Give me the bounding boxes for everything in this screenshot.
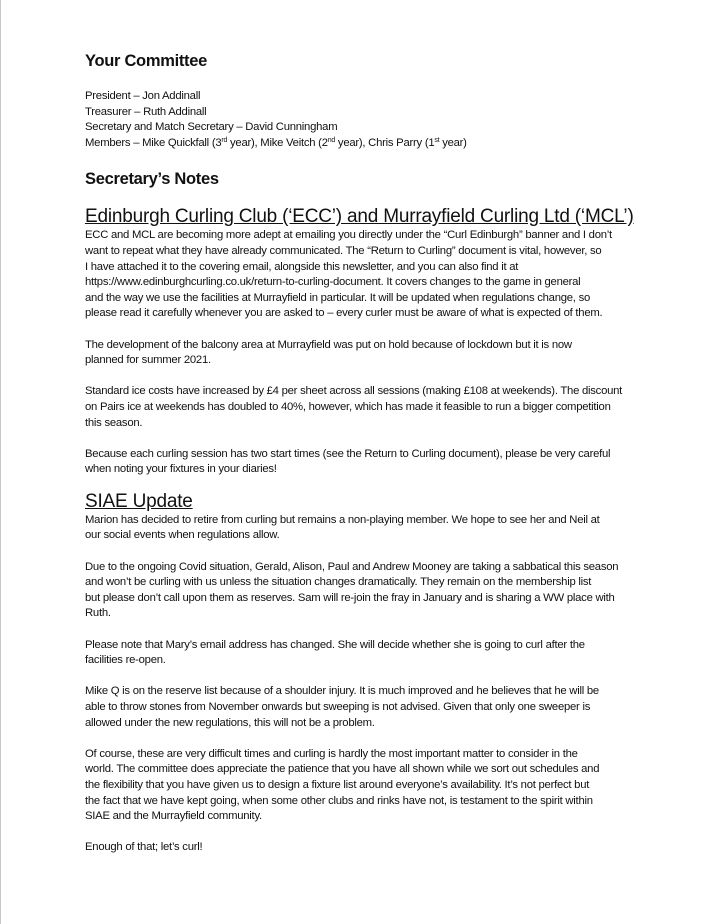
members-text: year), Mike Veitch (2 (227, 136, 328, 149)
siae-paragraph-1 (85, 513, 665, 544)
siae-paragraph-4 (85, 684, 665, 731)
text-line: I have attached it to the covering email, alongside this newsletter, and you can also find it at (85, 260, 519, 273)
siae-paragraph-3 (85, 638, 665, 669)
text-line: Enough of that; let’s curl! (85, 841, 203, 854)
ecc-paragraph-3 (85, 384, 665, 431)
text-line: and the way we use the facilities at Murrayfield in particular. It will be updated when regulations change, so (85, 291, 591, 304)
text-line: Because each curling session has two start times (see the Return to Curling document), please be very careful (85, 447, 611, 460)
text-line: want to repeat what they have already communicated. The “Return to Curling” document is vital, however, so (85, 244, 602, 257)
text-line: on Pairs ice at weekends has doubled to 40%, however, which has made it feasible to run a bigger competition (85, 400, 611, 413)
page-content (85, 50, 665, 856)
text-line: but please don’t call upon them as reserves. Sam will re-join the fray in January and is sharing a WW place with (85, 591, 615, 604)
text-line: Standard ice costs have increased by £4 per sheet across all sessions (making £108 at weekends). The discount (85, 385, 623, 398)
text-line: the fact that we have kept going, when some other clubs and rinks have not, is testament to the spirit within (85, 794, 593, 807)
text-line: Please note that Mary’s email address has changed. She will decide whether she is going to curl after the (85, 638, 585, 651)
siae-paragraph-5 (85, 747, 665, 825)
text-line: facilities re-open. (85, 654, 166, 667)
text-line: ECC and MCL are becoming more adept at emailing you directly under the “Curl Edinburgh” banner and I don’t (85, 229, 612, 242)
text-line: and won’t be curling with us unless the situation changes dramatically. They remain on the membership list (85, 576, 592, 589)
ordinal-superscript: rd (221, 136, 228, 144)
text-line: Marion has decided to retire from curling but remains a non-playing member. We hope to see her and Neil at (85, 513, 600, 526)
text-line: this season. (85, 416, 143, 429)
text-line: Mike Q is on the reserve list because of a shoulder injury. It is much improved and he believes that he will be (85, 685, 599, 698)
ecc-paragraph-2 (85, 338, 665, 369)
text-line: Due to the ongoing Covid situation, Gerald, Alison, Paul and Andrew Mooney are taking a sabbatical this season (85, 560, 619, 573)
text-line: please read it carefully whenever you are asked to – every curler must be aware of what is expected of them. (85, 307, 603, 320)
text-line: SIAE and the Murrayfield community. (85, 810, 262, 823)
text-line: allowed under the new regulations, this will not be a problem. (85, 716, 375, 729)
text-line: world. The committee does appreciate the patience that you have all shown while we sort out schedules and (85, 763, 600, 776)
siae-closing (85, 840, 665, 856)
members-text: Members – Mike Quickfall (3 (85, 136, 222, 149)
text-line: when noting your fixtures in your diaries! (85, 463, 277, 476)
text-line: the flexibility that you have given us to design a fixture list around everyone’s availability. It’s not perfect but (85, 778, 590, 791)
text-line: https://www.edinburghcurling.co.uk/return-to-curling-document. It covers changes to the game in general (85, 276, 581, 289)
text-line: able to throw stones from November onwards but sweeping is not advised. Given that only one sweeper is (85, 701, 591, 713)
siae-paragraph-2 (85, 560, 665, 622)
secretary-notes-heading: Secretary’s Notes (85, 170, 219, 189)
committee-president: President – Jon Addinall (85, 90, 201, 102)
committee-heading: Your Committee (85, 52, 208, 70)
ecc-paragraph-1 (85, 228, 665, 322)
ecc-paragraph-4 (85, 447, 665, 478)
text-line: planned for summer 2021. (85, 354, 211, 367)
siae-section-heading: SIAE Update (85, 490, 193, 512)
ecc-section-heading: Edinburgh Curling Club (‘ECC’) and Murrayfield Curling Ltd (‘MCL’) (85, 206, 634, 228)
text-line: The development of the balcony area at Murrayfield was put on hold because of lockdown but it is now (85, 338, 572, 351)
committee-treasurer: Treasurer – Ruth Addinall (85, 105, 207, 118)
members-text: year), Chris Parry (1 (335, 136, 435, 149)
members-text: year) (439, 136, 467, 149)
ordinal-superscript: nd (327, 136, 336, 144)
text-line: our social events when regulations allow. (85, 529, 280, 542)
text-line: Ruth. (85, 607, 111, 620)
committee-members (85, 136, 665, 152)
committee-secretary: Secretary and Match Secretary – David Cunningham (85, 121, 338, 134)
text-line: Of course, these are very difficult times and curling is hardly the most important matter to consider in the (85, 747, 578, 760)
ordinal-superscript: st (434, 136, 440, 144)
